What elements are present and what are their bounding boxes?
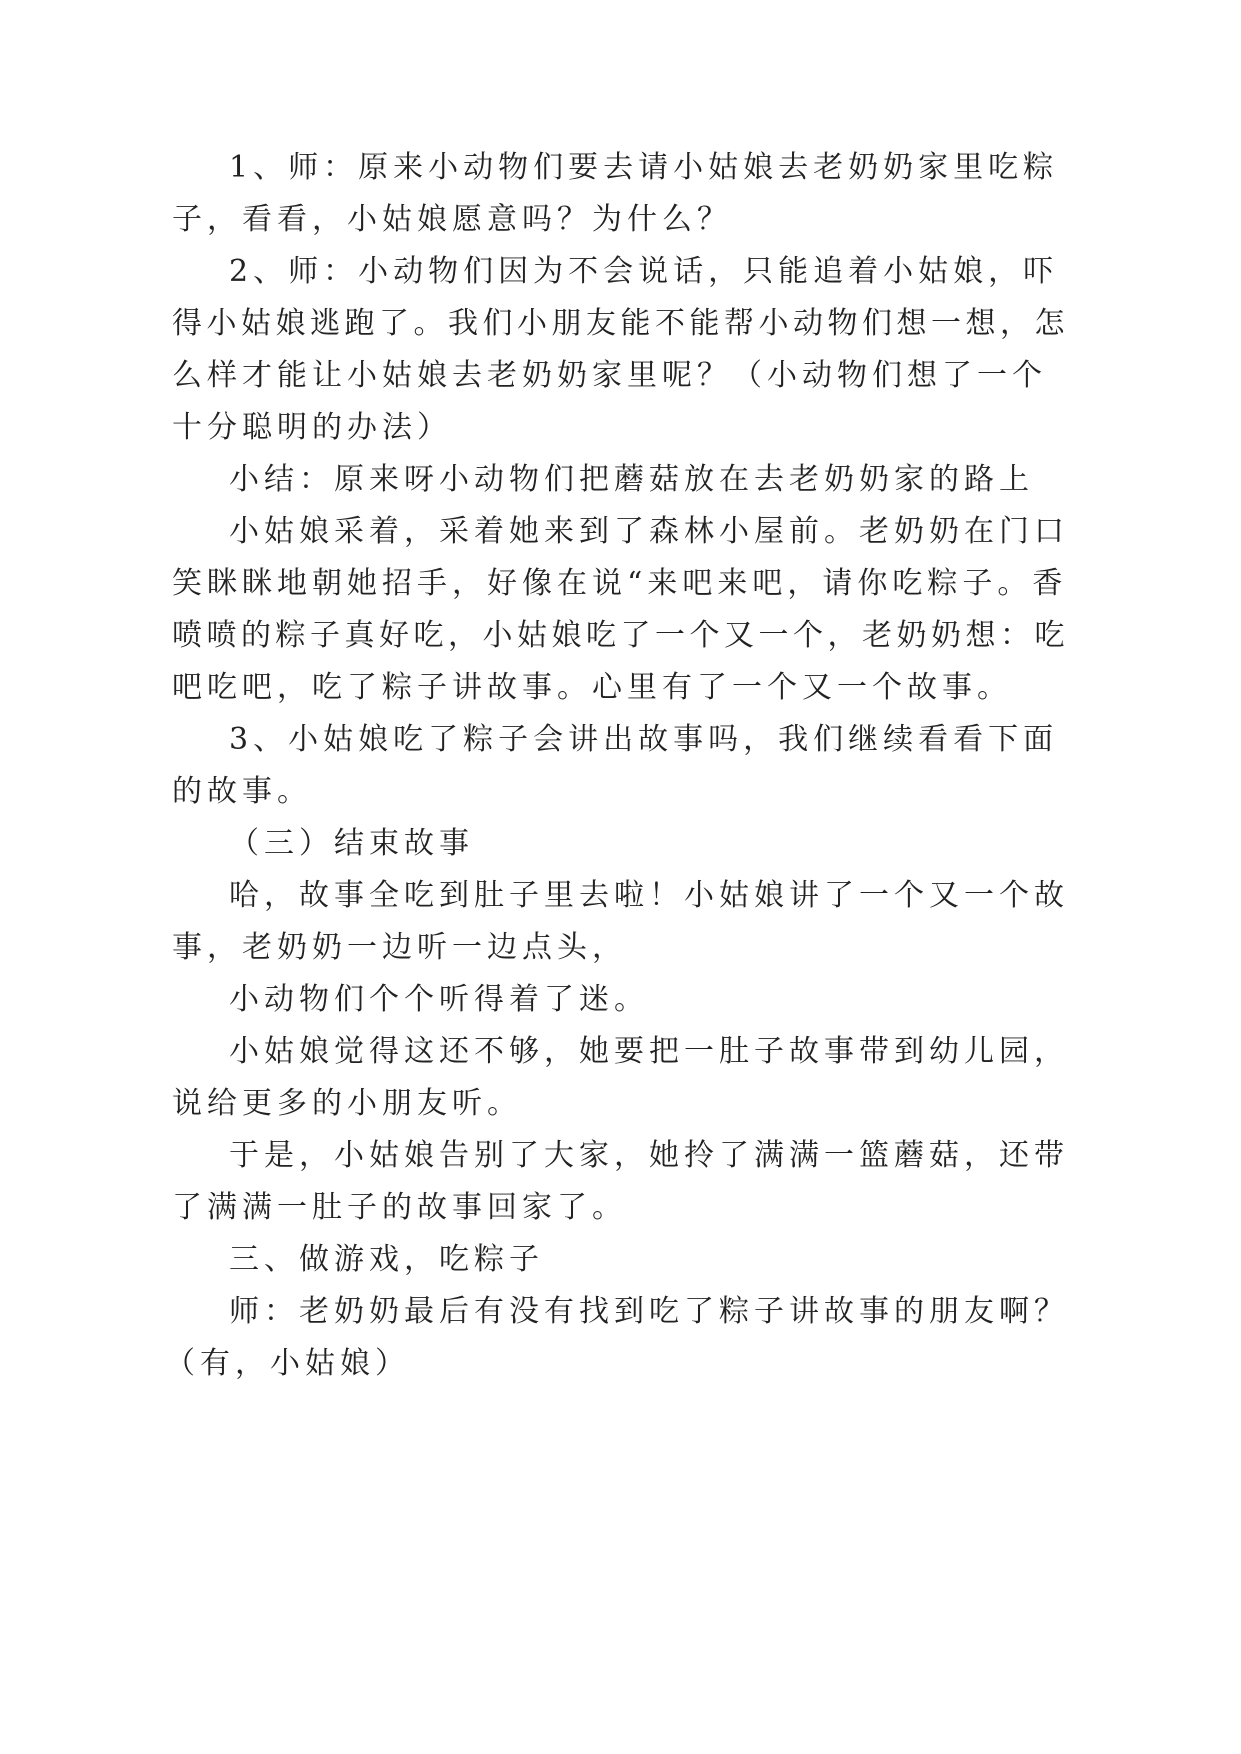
body-line: （有，小姑娘）: [165, 1346, 410, 1381]
body-line: 喷喷的粽子真好吃，小姑娘吃了一个又一个，老奶奶想：吃: [172, 618, 1069, 653]
body-line: 事，老奶奶一边听一边点头，: [172, 930, 627, 965]
body-line: 于是，小姑娘告别了大家，她拎了满满一篮蘑菇，还带: [229, 1138, 1069, 1173]
body-line: 得小姑娘逃跑了。我们小朋友能不能帮小动物们想一想，怎: [172, 306, 1069, 341]
section-heading: （三）结束故事: [229, 826, 474, 861]
body-line: 说给更多的小朋友听。: [172, 1086, 522, 1121]
body-line: 了满满一肚子的故事回家了。: [172, 1190, 627, 1225]
body-line: 笑眯眯地朝她招手，好像在说“来吧来吧，请你吃粽子。香: [172, 566, 1068, 601]
body-line: 3、小姑娘吃了粽子会讲出故事吗，我们继续看看下面: [229, 722, 1059, 757]
body-line: 十分聪明的办法）: [172, 410, 452, 445]
body-line: 么样才能让小姑娘去老奶奶家里呢？（小动物们想了一个: [172, 358, 1047, 393]
body-line: 小动物们个个听得着了迷。: [229, 982, 649, 1017]
body-line: 2、师：小动物们因为不会说话，只能追着小姑娘，吓: [229, 254, 1059, 289]
body-line: 的故事。: [172, 774, 312, 809]
body-line: 子，看看，小姑娘愿意吗？为什么？: [172, 202, 732, 237]
body-line: 哈，故事全吃到肚子里去啦！小姑娘讲了一个又一个故: [229, 878, 1069, 913]
body-line: 1、师：原来小动物们要去请小姑娘去老奶奶家里吃粽: [229, 150, 1059, 185]
body-line: 小姑娘采着，采着她来到了森林小屋前。老奶奶在门口: [229, 514, 1069, 549]
body-line: 小结：原来呀小动物们把蘑菇放在去老奶奶家的路上: [229, 462, 1034, 497]
body-line: 小姑娘觉得这还不够，她要把一肚子故事带到幼儿园，: [229, 1034, 1069, 1069]
section-heading: 三、做游戏，吃粽子: [229, 1242, 544, 1277]
body-line: 师：老奶奶最后有没有找到吃了粽子讲故事的朋友啊？: [229, 1294, 1069, 1329]
body-line: 吧吃吧，吃了粽子讲故事。心里有了一个又一个故事。: [172, 670, 1012, 705]
